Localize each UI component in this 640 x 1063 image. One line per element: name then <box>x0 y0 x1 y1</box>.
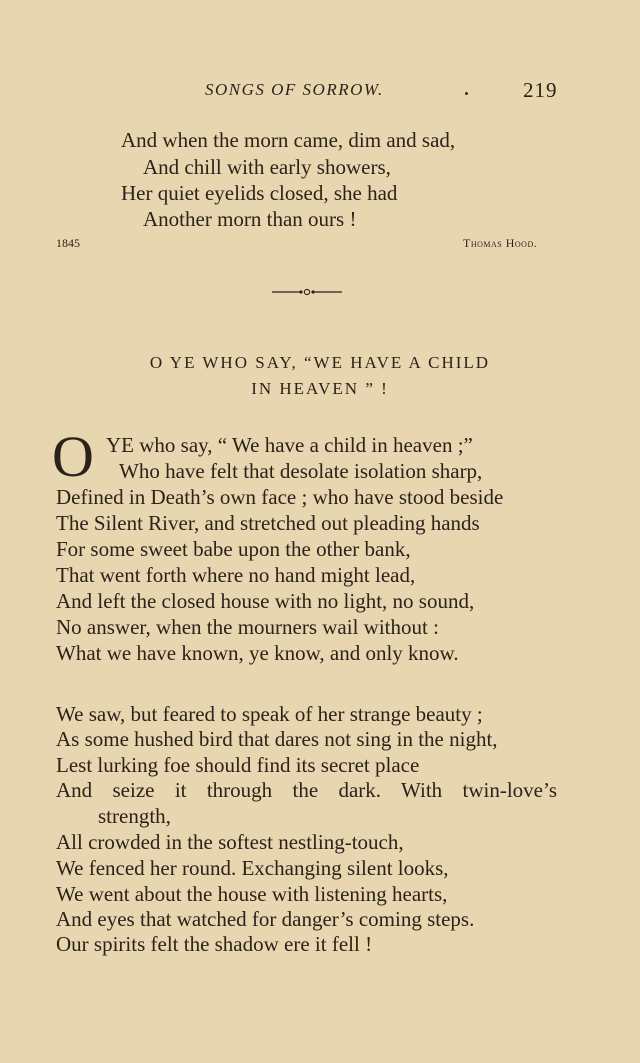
verse-line: And when the morn came, dim and sad, <box>121 128 456 152</box>
drop-cap: O <box>52 424 94 489</box>
poem-title-line-2: IN HEAVEN ” ! <box>251 379 389 398</box>
page-number: 219 <box>523 78 558 102</box>
verse-line: All crowded in the softest nestling-touch, <box>56 830 404 854</box>
verse-line: Her quiet eyelids closed, she had <box>121 181 398 205</box>
verse-line: Defined in Death’s own face ; who have stood beside <box>56 485 504 509</box>
verse-line: What we have known, ye know, and only know. <box>56 641 459 665</box>
verse-line: We went about the house with listening hearts, <box>56 882 448 906</box>
poem-author: Thomas Hood. <box>463 236 538 250</box>
verse-line: Who have felt that desolate isolation sharp, <box>119 459 483 483</box>
verse-line: That went forth where no hand might lead, <box>56 563 416 587</box>
ornament-divider <box>272 286 342 298</box>
verse-line: We fenced her round. Exchanging silent looks, <box>56 856 449 880</box>
poem-year: 1845 <box>56 236 80 250</box>
running-title: SONGS OF SORROW. <box>205 80 384 99</box>
verse-line: The Silent River, and stretched out pleading hands <box>56 511 480 535</box>
verse-line: No answer, when the mourners wail without : <box>56 615 439 639</box>
verse-line: And left the closed house with no light, no sound, <box>56 589 475 613</box>
verse-line: And eyes that watched for danger’s coming steps. <box>56 907 475 931</box>
poem-title-line-1: O YE WHO SAY, “WE HAVE A CHILD <box>149 353 491 372</box>
verse-line: Another morn than ours ! <box>143 207 357 231</box>
verse-line: Our spirits felt the shadow ere it fell ! <box>56 932 373 956</box>
verse-line: YE who say, “ We have a child in heaven ;” <box>106 433 473 457</box>
verse-line: For some sweet babe upon the other bank, <box>56 537 411 561</box>
verse-line: And seize it through the dark. With twin-love’s <box>56 778 557 802</box>
verse-line: And chill with early showers, <box>143 155 391 179</box>
verse-line: We saw, but feared to speak of her strange beauty ; <box>56 702 483 726</box>
verse-line-continuation: strength, <box>98 804 171 828</box>
verse-line: As some hushed bird that dares not sing in the night, <box>56 727 498 751</box>
header-dot <box>465 92 468 95</box>
verse-line: Lest lurking foe should find its secret place <box>56 753 420 777</box>
